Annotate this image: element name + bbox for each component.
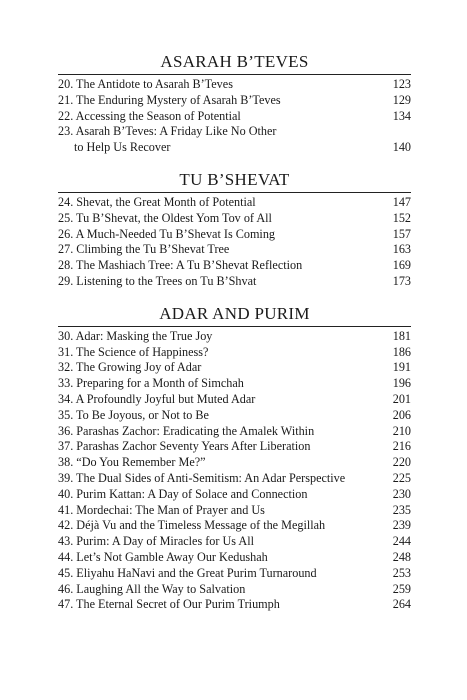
toc-entry bbox=[58, 376, 411, 392]
toc-entry-list bbox=[58, 77, 411, 156]
toc-entry bbox=[58, 424, 411, 440]
entry-page-number: 206 bbox=[392, 407, 411, 422]
entry-page-number: 244 bbox=[392, 534, 411, 549]
entry-title: 20. The Antidote to Asarah B’Teves bbox=[58, 77, 233, 91]
entry-page-number: 152 bbox=[392, 210, 411, 225]
toc-entry bbox=[58, 550, 411, 566]
entry-page-number: 220 bbox=[392, 455, 411, 470]
entry-title: 28. The Mashiach Tree: A Tu B’Shevat Reflection bbox=[58, 258, 303, 273]
entry-page-number: 157 bbox=[392, 226, 411, 241]
entry-page-number: 264 bbox=[392, 597, 411, 612]
entry-title: 27. Climbing the Tu B’Shevat Tree bbox=[58, 242, 230, 257]
section-heading: ASARAH B’TEVES bbox=[160, 52, 309, 71]
toc-entry bbox=[58, 109, 411, 125]
entry-title: 25. Tu B’Shevat, the Oldest Yom Tov of All bbox=[58, 210, 272, 225]
entry-title: 42. Déjà Vu and the Timeless Message of the Megillah bbox=[58, 518, 326, 533]
entry-title: 36. Parashas Zachor: Eradicating the Amalek Within bbox=[58, 423, 315, 438]
toc-entry-list bbox=[58, 329, 411, 613]
entry-page-number: 225 bbox=[392, 470, 411, 485]
entry-page-number: 239 bbox=[392, 518, 411, 533]
entry-page-number: 191 bbox=[392, 360, 411, 375]
entry-page-number: 169 bbox=[392, 258, 411, 273]
entry-title: 38. “Do You Remember Me?” bbox=[58, 455, 206, 470]
section-divider bbox=[58, 326, 411, 327]
entry-title: 32. The Growing Joy of Adar bbox=[58, 360, 202, 375]
entry-page-number: 147 bbox=[392, 194, 411, 209]
entry-title: 43. Purim: A Day of Miracles for Us All bbox=[58, 534, 254, 549]
entry-page-number: 134 bbox=[392, 108, 411, 123]
toc-entry bbox=[58, 566, 411, 582]
entry-title: 40. Purim Kattan: A Day of Solace and Connection bbox=[58, 486, 308, 501]
entry-title: 35. To Be Joyous, or Not to Be bbox=[58, 407, 209, 422]
entry-title: 31. The Science of Happiness? bbox=[58, 344, 209, 359]
section-heading: ADAR AND PURIM bbox=[159, 303, 310, 323]
entry-page-number: 230 bbox=[392, 486, 411, 501]
toc-entry bbox=[58, 77, 411, 93]
entry-title: 26. A Much-Needed Tu B’Shevat Is Coming bbox=[58, 226, 276, 241]
toc-entry bbox=[58, 345, 411, 361]
toc-entry-list bbox=[58, 195, 411, 290]
toc-entry-continuation bbox=[58, 140, 411, 156]
toc-entry bbox=[58, 597, 411, 613]
toc-entry bbox=[58, 534, 411, 550]
entry-title: 33. Preparing for a Month of Simchah bbox=[58, 376, 244, 391]
toc-section-asarah-bteves bbox=[58, 52, 411, 156]
entry-title: 39. The Dual Sides of Anti-Semitism: An Adar Perspective bbox=[58, 470, 346, 485]
toc-section-tu-bshevat bbox=[58, 170, 411, 290]
entry-page-number: 163 bbox=[392, 242, 411, 257]
entry-title: 34. A Profoundly Joyful but Muted Adar bbox=[58, 391, 256, 406]
toc-entry bbox=[58, 211, 411, 227]
toc-entry bbox=[58, 258, 411, 274]
toc-entry bbox=[58, 93, 411, 109]
entry-page-number: 253 bbox=[392, 565, 411, 580]
entry-page-number: 248 bbox=[392, 549, 411, 564]
toc-entry bbox=[58, 124, 411, 140]
entry-page-number: 123 bbox=[392, 77, 411, 91]
toc-entry bbox=[58, 487, 411, 503]
toc-entry bbox=[58, 518, 411, 534]
entry-title: 44. Let’s Not Gamble Away Our Kedushah bbox=[58, 549, 268, 564]
table-of-contents bbox=[58, 52, 411, 613]
entry-page-number: 216 bbox=[392, 439, 411, 454]
entry-page-number: 129 bbox=[392, 92, 411, 107]
entry-title: 23. Asarah B’Teves: A Friday Like No Other bbox=[58, 124, 277, 139]
entry-title: 41. Mordechai: The Man of Prayer and Us bbox=[58, 502, 265, 517]
entry-title: 29. Listening to the Trees on Tu B’Shvat bbox=[58, 273, 257, 288]
toc-entry bbox=[58, 242, 411, 258]
toc-section-adar-and-purim bbox=[58, 304, 411, 613]
entry-page-number: 196 bbox=[392, 376, 411, 391]
toc-entry bbox=[58, 582, 411, 598]
entry-title: 21. The Enduring Mystery of Asarah B’Teves bbox=[58, 92, 281, 107]
toc-entry bbox=[58, 471, 411, 487]
toc-entry bbox=[58, 227, 411, 243]
toc-entry bbox=[58, 360, 411, 376]
toc-entry bbox=[58, 503, 411, 519]
entry-title: 30. Adar: Masking the True Joy bbox=[58, 328, 213, 343]
entry-page-number: 210 bbox=[392, 423, 411, 438]
entry-page-number: 181 bbox=[392, 328, 411, 343]
entry-title: 37. Parashas Zachor Seventy Years After Liberation bbox=[58, 439, 311, 454]
entry-title: 45. Eliyahu HaNavi and the Great Purim Turnaround bbox=[58, 565, 317, 580]
toc-entry bbox=[58, 392, 411, 408]
section-divider bbox=[58, 192, 411, 193]
entry-page-number: 201 bbox=[392, 391, 411, 406]
entry-title: 47. The Eternal Secret of Our Purim Triumph bbox=[58, 597, 280, 612]
entry-page-number: 186 bbox=[392, 344, 411, 359]
section-divider bbox=[58, 74, 411, 75]
toc-entry bbox=[58, 274, 411, 290]
toc-entry bbox=[58, 455, 411, 471]
entry-title: to Help Us Recover bbox=[74, 140, 171, 155]
entry-page-number: 140 bbox=[392, 140, 411, 155]
entry-page-number: 235 bbox=[392, 502, 411, 517]
entry-title: 46. Laughing All the Way to Salvation bbox=[58, 581, 246, 596]
entry-page-number: 259 bbox=[392, 581, 411, 596]
entry-title: 22. Accessing the Season of Potential bbox=[58, 108, 241, 123]
entry-page-number: 173 bbox=[392, 273, 411, 288]
toc-entry bbox=[58, 195, 411, 211]
entry-title: 24. Shevat, the Great Month of Potential bbox=[58, 194, 256, 209]
toc-entry bbox=[58, 329, 411, 345]
toc-entry bbox=[58, 439, 411, 455]
toc-entry bbox=[58, 408, 411, 424]
section-heading: TU B’SHEVAT bbox=[179, 169, 290, 189]
